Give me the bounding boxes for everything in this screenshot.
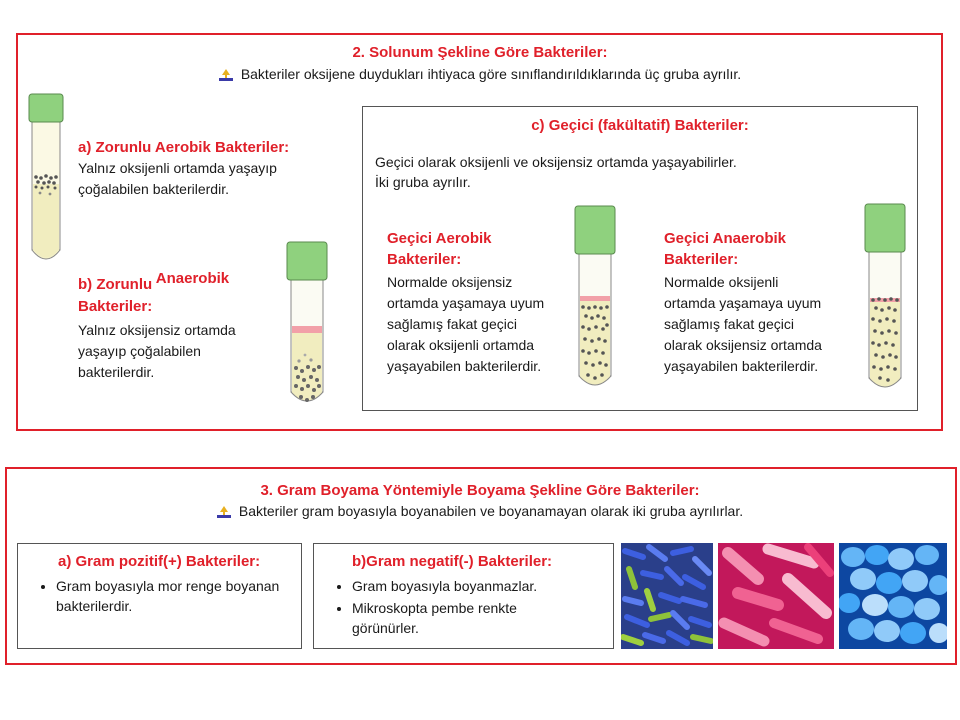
facultative-aerobic-text-4: olarak oksijenli ortamda — [387, 337, 535, 353]
section3-intro-text: Bakteriler gram boyasıyla boyanabilen ve boyanamayan olarak iki gruba ayrılırlar. — [238, 503, 744, 519]
gram-stain-micrograph-pink-rods — [718, 543, 834, 649]
facultative-anaerobic-heading-2: Bakteriler: — [664, 251, 739, 268]
gram-positive-box — [17, 543, 302, 649]
obligate-anaerobic-heading-part2: Anaerobik — [155, 270, 230, 287]
obligate-anaerobic-text-1: Yalnız oksijensiz ortamda — [78, 322, 236, 338]
obligate-anaerobic-text-2: yaşayıp çoğalabilen — [78, 343, 201, 359]
facultative-aerobe-tube-image — [572, 204, 618, 396]
facultative-aerobic-text-5: yaşayabilen bakterilerdir. — [387, 358, 542, 374]
arrow-bullet-icon — [217, 506, 231, 518]
gram-negative-box — [313, 543, 614, 649]
obligate-aerobe-tube-image — [26, 92, 66, 270]
facultative-aerobic-text-3: sağlamış fakat geçici — [387, 316, 517, 332]
section3-intro — [0, 503, 960, 519]
facultative-anaerobe-tube-image — [862, 202, 908, 398]
facultative-anaerobic-heading-1: Geçici Anaerobik — [664, 230, 786, 247]
facultative-aerobic-text-1: Normalde oksijensiz — [387, 274, 513, 290]
list-item: • Mikroskopta pembe renkte görünürler. — [352, 598, 573, 638]
gram-positive-heading: a) Gram pozitif(+) Bakteriler: — [58, 553, 261, 570]
obligate-anaerobe-tube-image — [284, 240, 330, 412]
facultative-anaerobic-text-5: yaşayabilen bakterilerdir. — [664, 358, 819, 374]
gram-stain-micrograph-purple-rods — [621, 543, 713, 649]
list-item: • Gram boyasıyla boyanmazlar. — [352, 576, 573, 596]
arrow-bullet-icon — [219, 69, 233, 81]
gram-stain-micrograph-blue-cocci — [839, 543, 947, 649]
facultative-heading: c) Geçici (fakültatif) Bakteriler: — [531, 117, 749, 134]
section3-title: 3. Gram Boyama Yöntemiyle Boyama Şekline Göre Bakteriler: — [260, 482, 700, 499]
facultative-anaerobic-text-4: olarak oksijensiz ortamda — [664, 337, 822, 353]
obligate-aerobic-text-2: çoğalabilen bakterilerdir. — [78, 181, 229, 197]
facultative-intro-2: İki gruba ayrılır. — [375, 174, 471, 190]
obligate-aerobic-heading: a) Zorunlu Aerobik Bakteriler: — [78, 139, 290, 156]
gram-positive-list — [18, 576, 301, 616]
facultative-aerobic-text-2: ortamda yaşamaya uyum — [387, 295, 545, 311]
facultative-aerobic-heading-2: Bakteriler: — [387, 251, 462, 268]
obligate-anaerobic-heading-line2: Bakteriler: — [78, 298, 153, 315]
obligate-anaerobic-heading — [78, 270, 230, 295]
facultative-intro-1: Geçici olarak oksijenli ve oksijensiz ortamda yaşayabilirler. — [375, 154, 737, 170]
facultative-aerobic-heading-1: Geçici Aerobik — [387, 230, 492, 247]
facultative-anaerobic-text-2: ortamda yaşamaya uyum — [664, 295, 822, 311]
section2-intro — [0, 66, 960, 82]
obligate-anaerobic-text-3: bakterilerdir. — [78, 364, 155, 380]
gram-negative-list — [314, 576, 613, 638]
obligate-anaerobic-heading-part1: b) Zorunlu — [78, 276, 153, 293]
facultative-anaerobic-text-3: sağlamış fakat geçici — [664, 316, 794, 332]
section2-title: 2. Solunum Şekline Göre Bakteriler: — [352, 44, 608, 61]
section2-intro-text: Bakteriler oksijene duydukları ihtiyaca göre sınıflandırıldıklarında üç gruba ayrılır. — [240, 66, 742, 82]
obligate-aerobic-text-1: Yalnız oksijenli ortamda yaşayıp — [78, 160, 277, 176]
facultative-anaerobic-text-1: Normalde oksijenli — [664, 274, 779, 290]
gram-negative-heading: b)Gram negatif(-) Bakteriler: — [352, 553, 553, 570]
list-item: • Gram boyasıyla mor renge boyanan bakterilerdir. — [56, 576, 281, 616]
